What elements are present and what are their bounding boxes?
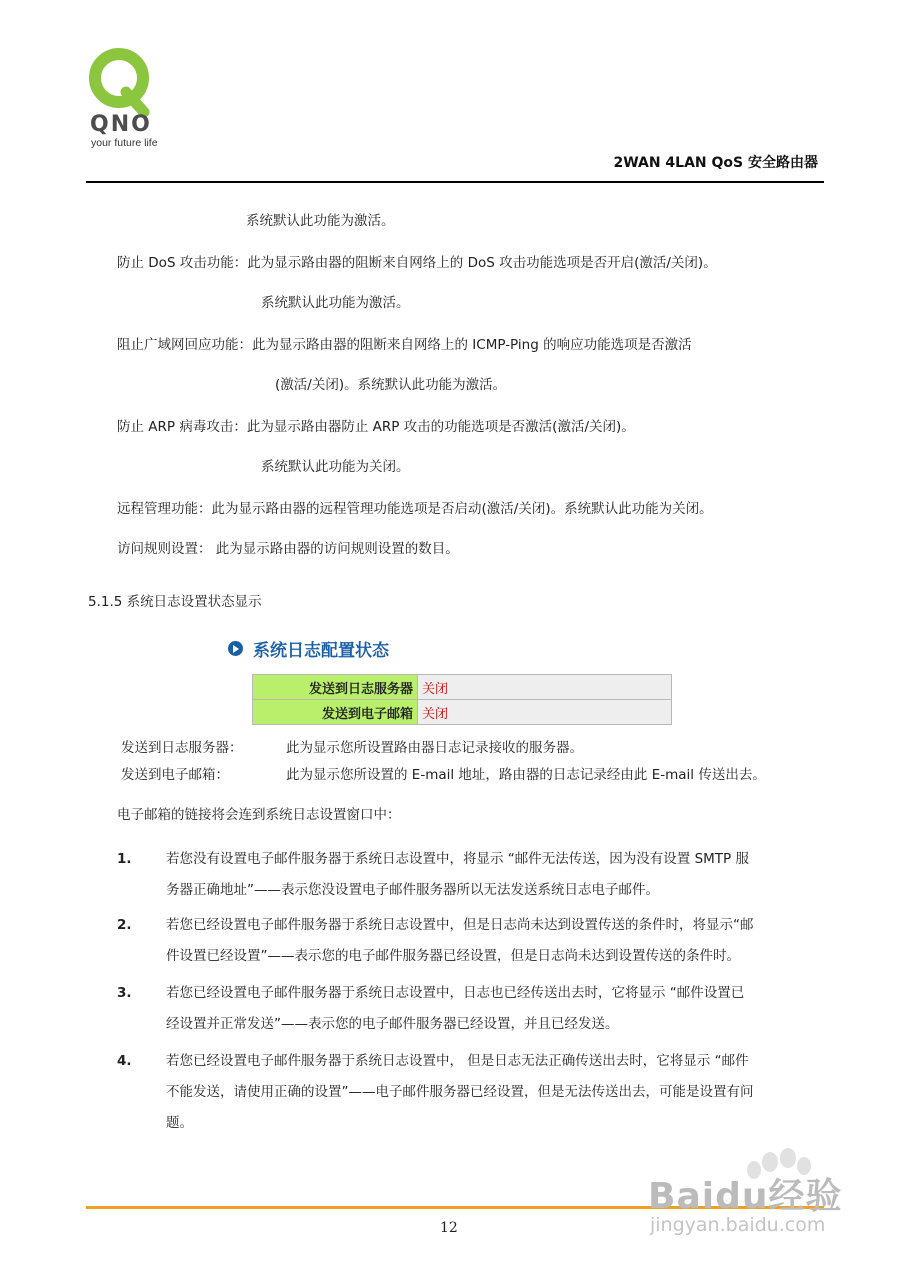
item-number: 2.	[117, 917, 132, 933]
item-line: 若您已经设置电子邮件服务器于系统日志设置中， 但是日志无法正确传送出去时，它将显示 “邮件	[166, 1053, 749, 1069]
item-number: 1.	[117, 851, 132, 867]
item-line: 件设置已经设置”——表示您的电子邮件服务器已经设置，但是日志尚未达到设置传送的条件时。	[166, 948, 740, 964]
list-item	[166, 910, 754, 972]
watermark-url: jingyan.baidu.com	[650, 1214, 826, 1236]
body-line: 阻止广域网回应功能：此为显示路由器的阻断来自网络上的 ICMP-Ping 的响应功能选项是否激活	[117, 337, 692, 353]
page-number: 12	[440, 1220, 458, 1236]
item-line: 题。	[166, 1115, 193, 1131]
body-line: 防止 DoS 攻击功能：此为显示路由器的阻断来自网络上的 DoS 攻击功能选项是否开启(激活/关闭)。	[117, 255, 717, 271]
panel-title-text: 系统日志配置状态	[253, 641, 389, 661]
desc-term: 发送到日志服务器：	[121, 740, 243, 756]
header-divider	[86, 181, 824, 183]
list-item	[166, 844, 749, 906]
table-row	[253, 700, 672, 725]
product-title: 2WAN 4LAN QoS 安全路由器	[613, 155, 818, 171]
body-line: 远程管理功能：此为显示路由器的远程管理功能选项是否启动(激活/关闭)。系统默认此功能为关闭。	[117, 501, 713, 517]
item-line: 务器正确地址”——表示您没设置电子邮件服务器所以无法发送系统日志电子邮件。	[166, 882, 659, 898]
row-label: 发送到电子邮箱	[253, 700, 418, 725]
desc-term: 发送到电子邮箱：	[121, 767, 229, 783]
row-label: 发送到日志服务器	[253, 675, 418, 700]
item-line: 若您没有设置电子邮件服务器于系统日志设置中，将显示 “邮件无法传送，因为没有设置 SMTP 服	[166, 851, 749, 867]
list-item	[166, 978, 744, 1040]
log-status-table	[252, 674, 672, 725]
tagline: your future life	[91, 137, 158, 149]
table-row	[253, 675, 672, 700]
body-line: 防止 ARP 病毒攻击：此为显示路由器防止 ARP 攻击的功能选项是否激活(激活/关闭)。	[117, 419, 635, 435]
item-line: 若您已经设置电子邮件服务器于系统日志设置中，日志也已经传送出去时，它将显示 “邮件设置已	[166, 985, 745, 1001]
row-value: 关闭	[418, 700, 672, 725]
section-heading: 5.1.5 系统日志设置状态显示	[88, 594, 262, 610]
panel-title	[228, 636, 389, 661]
row-value: 关闭	[418, 675, 672, 700]
watermark-text: Baidu经验	[648, 1176, 843, 1217]
body-line: 访问规则设置： 此为显示路由器的访问规则设置的数目。	[117, 541, 459, 557]
item-line: 若您已经设置电子邮件服务器于系统日志设置中，但是日志尚未达到设置传送的条件时，将显示“邮	[166, 917, 754, 933]
body-line: 系统默认此功能为关闭。	[261, 459, 410, 475]
brand-logo-text: QNO	[90, 112, 152, 137]
body-line: (激活/关闭)。系统默认此功能为激活。	[275, 377, 507, 393]
item-number: 3.	[117, 985, 132, 1001]
desc-text: 此为显示您所设置路由器日志记录接收的服务器。	[286, 740, 583, 756]
arrow-circle-icon	[228, 641, 243, 656]
item-line: 经设置并正常发送”——表示您的电子邮件服务器已经设置，并且已经发送。	[166, 1016, 619, 1032]
body-line: 系统默认此功能为激活。	[261, 295, 410, 311]
item-number: 4.	[117, 1053, 132, 1069]
intro-text: 电子邮箱的链接将会连到系统日志设置窗口中：	[117, 807, 401, 823]
item-line: 不能发送，请使用正确的设置”——电子邮件服务器已经设置，但是无法传送出去，可能是设置有问	[166, 1084, 754, 1100]
list-item	[166, 1046, 754, 1139]
desc-text: 此为显示您所设置的 E-mail 地址，路由器的日志记录经由此 E-mail 传送出去。	[286, 767, 766, 783]
body-line: 系统默认此功能为激活。	[246, 213, 395, 229]
